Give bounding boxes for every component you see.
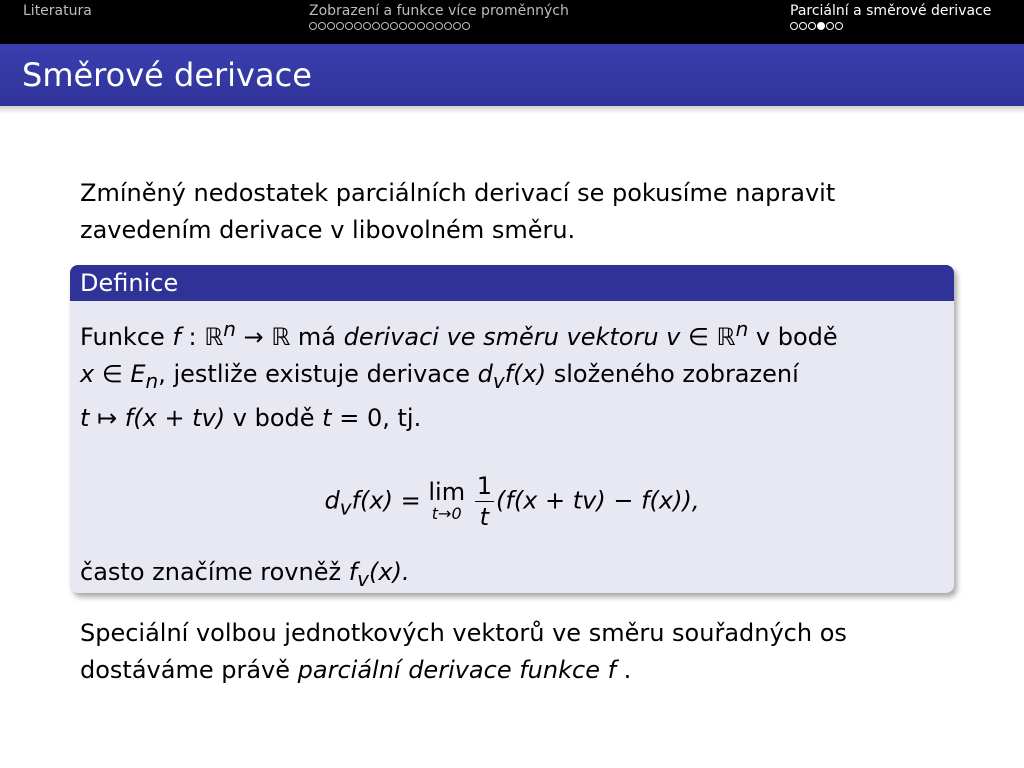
nav-section-zobrazeni[interactable] <box>309 3 569 30</box>
frame-title-bar <box>0 44 1024 106</box>
slide-dot[interactable] <box>336 22 344 30</box>
slide-dot[interactable] <box>390 22 398 30</box>
limit-formula: $d_vf(x)$ = lim t→0 $\frac{1}{t}$ (f(x + tv) − f(x)), <box>324 471 700 531</box>
slide-dot[interactable] <box>799 22 807 30</box>
definition-line: t ↦ f(x + tv) v bodě t = 0, tj. <box>80 403 422 432</box>
slide-dot[interactable] <box>426 22 434 30</box>
slide-dots <box>790 22 991 30</box>
slide-dot[interactable] <box>417 22 425 30</box>
slide-dot[interactable] <box>327 22 335 30</box>
nav-section-parcialni[interactable] <box>790 3 991 30</box>
slide-dot[interactable] <box>435 22 443 30</box>
slide-dot[interactable] <box>363 22 371 30</box>
definition-header: Definice <box>70 265 954 301</box>
intro-line: Zmíněný nedostatek parciálních derivací se pokusíme napravit <box>80 179 836 207</box>
slide-dot[interactable] <box>808 22 816 30</box>
slide-dot[interactable] <box>309 22 317 30</box>
limit-operator: lim t→0 <box>428 478 466 524</box>
intro-paragraph <box>80 175 960 249</box>
frame-title-shadow <box>0 106 1024 114</box>
outro-line: dostáváme právě parciální derivace funkce f . <box>80 656 632 684</box>
navigation-bar <box>0 0 1024 44</box>
slide-dot[interactable] <box>408 22 416 30</box>
definition-line: Funkce f : ℝ$^n$ → ℝ má derivaci ve směru vektoru v ∈ ℝ$^n$ v bodě <box>80 317 838 351</box>
intro-line: zavedením derivace v libovolném směru. <box>80 216 576 244</box>
outro-line: Speciální volbou jednotkových vektorů ve směru souřadných os <box>80 619 847 647</box>
nav-section-title[interactable]: Literatura <box>23 3 92 19</box>
slide-dot[interactable] <box>399 22 407 30</box>
nav-section-literatura[interactable] <box>23 3 92 19</box>
slide-dot[interactable] <box>817 22 825 30</box>
definition-line: x ∈ $E_n$, jestliže existuje derivace $d_vf(x)$ složeného zobrazení <box>80 360 799 393</box>
slide-dot[interactable] <box>354 22 362 30</box>
nav-section-title[interactable]: Zobrazení a funkce více proměnných <box>309 3 569 19</box>
slide-dot[interactable] <box>835 22 843 30</box>
slide-dot[interactable] <box>790 22 798 30</box>
slide-dot[interactable] <box>444 22 452 30</box>
slide-dot[interactable] <box>381 22 389 30</box>
definition-block <box>70 265 954 593</box>
outro-paragraph <box>80 615 960 689</box>
slide-dot[interactable] <box>462 22 470 30</box>
slide-dot[interactable] <box>345 22 353 30</box>
definition-body <box>70 301 954 593</box>
nav-section-title[interactable]: Parciální a směrové derivace <box>790 3 992 19</box>
slide-dot[interactable] <box>453 22 461 30</box>
slide-dot[interactable] <box>826 22 834 30</box>
slide-dot[interactable] <box>372 22 380 30</box>
definition-line: často značíme rovněž $f_v(x)$. <box>80 557 410 591</box>
fraction: $\frac{1}{t}$ <box>476 471 492 531</box>
frame-title: Směrové derivace <box>22 56 312 94</box>
slide-dots <box>309 22 569 30</box>
slide-dot[interactable] <box>318 22 326 30</box>
